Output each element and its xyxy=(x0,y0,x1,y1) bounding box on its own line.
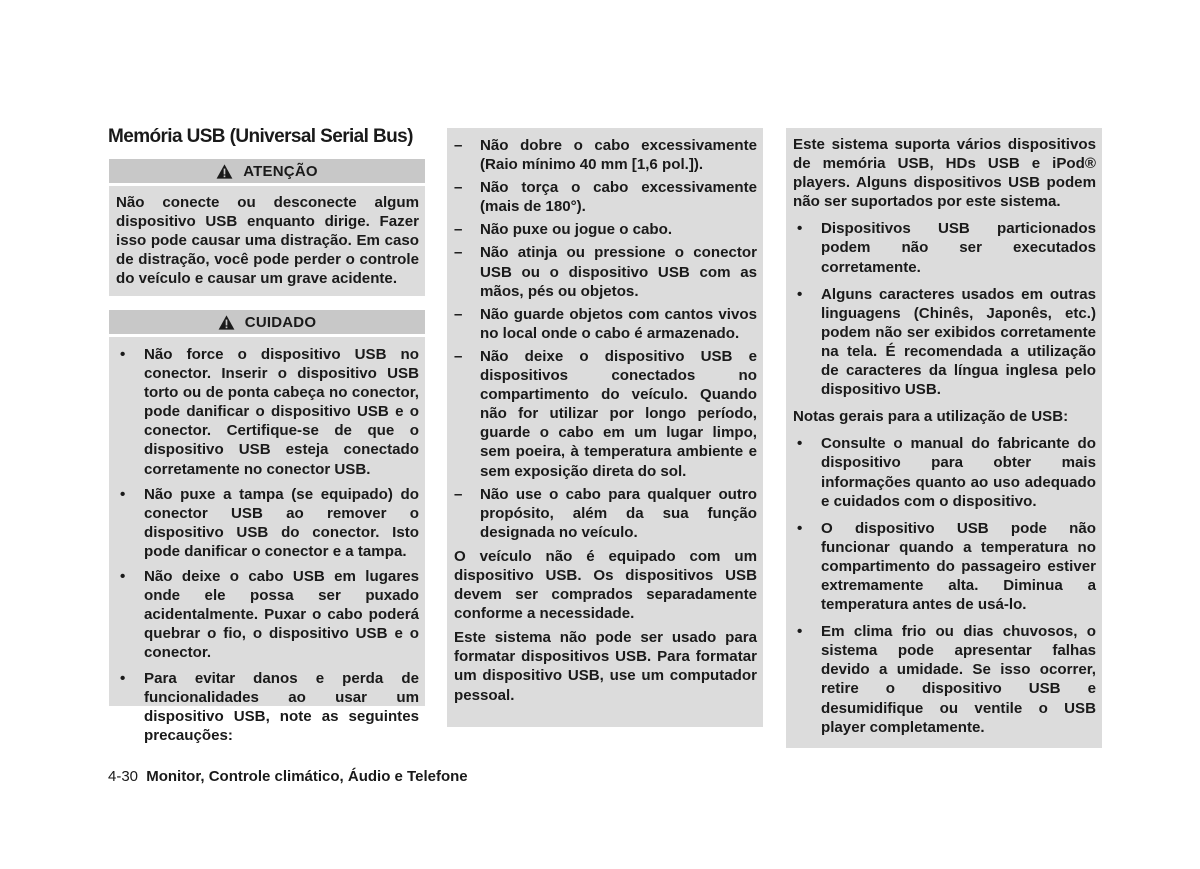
list-item: • Dispositivos USB particionados podem não ser executados corretamente. xyxy=(797,220,1096,276)
warning-icon xyxy=(218,315,235,330)
atencao-label: ATENÇÃO xyxy=(243,162,318,180)
cuidado-label: CUIDADO xyxy=(244,313,317,331)
warning-icon xyxy=(216,164,233,179)
list-item: – Não atinja ou pressione o conector USB ou o dispositivo USB com as mãos, pés ou objetos. xyxy=(454,244,757,300)
section-name: Monitor, Controle climático, Áudio e Telefone xyxy=(146,768,468,785)
list-item: – Não deixe o dispositivo USB e dispositivos conectados no compartimento do veículo. Quando não for utilizar por longo período, guarde o cabo em um lugar limpo, sem poeira, à temperatura ambiente e sem exposição direta do sol. xyxy=(454,347,757,480)
list-item: • Não force o dispositivo USB no conector. Inserir o dispositivo USB torto ou de ponta cabeça no conector, pode danificar o dispositivo USB e o conector. Certifique-se de que o dispositivo USB esteja conectado corretamente no conector USB. xyxy=(120,346,419,478)
list-item: – Não guarde objetos com cantos vivos no local onde o cabo é armazenado. xyxy=(454,305,757,342)
list-item: • Para evitar danos e perda de funcionalidades ao usar um dispositivo USB, note as seguintes precauções: xyxy=(120,669,419,744)
list-item: • Não deixe o cabo USB em lugares onde ele possa ser puxado acidentalmente. Puxar o cabo poderá quebrar o fio, o dispositivo USB e o conector. xyxy=(120,568,419,662)
page-footer xyxy=(108,768,468,785)
cuidado-box xyxy=(109,337,425,744)
middle-box xyxy=(447,128,763,727)
paragraph: O veículo não é equipado com um dispositivo USB. Os dispositivos USB devem ser comprados separadamente conforme a necessidade. xyxy=(454,547,757,623)
list-item: • Consulte o manual do fabricante do dispositivo para obter mais informações quanto ao uso adequado e cuidados com o dispositivo. xyxy=(797,435,1096,510)
list-item: – Não dobre o cabo excessivamente (Raio mínimo 40 mm [1,6 pol.]). xyxy=(454,137,757,174)
list-item: • Em clima frio ou dias chuvosos, o sistema pode apresentar falhas devido a umidade. Se isso ocorrer, retire o dispositivo USB e desumidifique ou ventile o USB player completamente. xyxy=(797,623,1096,736)
list-item: – Não puxe ou jogue o cabo. xyxy=(454,221,673,239)
list-item: – Não use o cabo para qualquer outro propósito, além da sua função designada no veículo. xyxy=(454,485,757,541)
section-title: Memória USB (Universal Serial Bus) xyxy=(108,126,413,147)
atencao-text: Não conecte ou desconecte algum dispositivo USB enquanto dirige. Fazer isso pode causar uma distração. Em caso de distração, você pode perder o controle do veículo e causar um grave acidente. xyxy=(116,194,419,288)
notes-heading: Notas gerais para a utilização de USB: xyxy=(793,408,1069,426)
intro-paragraph: Este sistema suporta vários dispositivos de memória USB, HDs USB e iPod® players. Alguns dispositivos USB podem não ser suportados por este sistema. xyxy=(793,136,1096,211)
list-item: • Alguns caracteres usados em outras linguagens (Chinês, Japonês, etc.) podem não ser exibidos corretamente na tela. É recomendada a utilização de caracteres da língua inglesa pelo dispositivo USB. xyxy=(797,285,1096,399)
cuidado-header xyxy=(109,310,425,334)
list-item: • O dispositivo USB pode não funcionar quando a temperatura no compartimento do passageiro estiver extremamente alta. Diminua a temperatura antes de usá-lo. xyxy=(797,519,1096,614)
list-item: – Não torça o cabo excessivamente (mais de 180°). xyxy=(454,179,757,216)
paragraph: Este sistema não pode ser usado para formatar dispositivos USB. Para formatar um dispositivo USB, use um computador pessoal. xyxy=(454,629,757,704)
atencao-header xyxy=(109,159,425,183)
page-number: 4-30 xyxy=(108,768,139,785)
right-box xyxy=(786,128,1102,748)
atencao-box xyxy=(109,186,425,296)
list-item: • Não puxe a tampa (se equipado) do conector USB ao remover o dispositivo USB do conector. Isto pode danificar o conector e a tampa. xyxy=(120,485,419,560)
